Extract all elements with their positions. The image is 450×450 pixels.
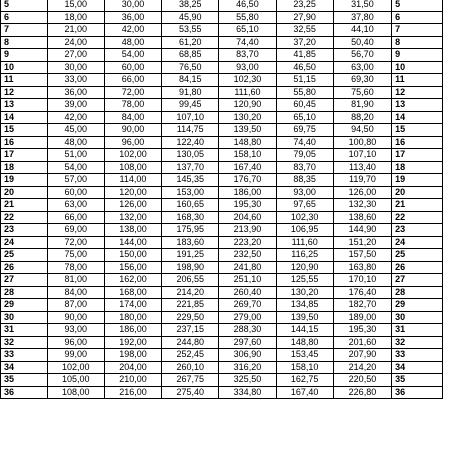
- table-cell: 78,00: [47, 261, 104, 274]
- table-cell: 176,70: [219, 174, 276, 187]
- table-cell: 260,40: [219, 286, 276, 299]
- table-cell: 119,70: [333, 174, 391, 187]
- table-cell: 163,80: [333, 261, 391, 274]
- table-cell: 102,00: [47, 361, 104, 374]
- table-row: [1, 24, 443, 37]
- row-number-right: 31: [392, 324, 443, 337]
- row-number-right: 33: [392, 349, 443, 362]
- table-cell: 84,00: [104, 111, 161, 124]
- table-cell: 88,20: [333, 111, 391, 124]
- table-cell: 63,00: [47, 199, 104, 212]
- table-cell: 32,55: [276, 24, 333, 37]
- table-row: [1, 211, 443, 224]
- table-cell: 214,20: [333, 361, 391, 374]
- row-number-left: 9: [1, 49, 48, 62]
- table-cell: 111,60: [219, 86, 276, 99]
- table-cell: 45,00: [47, 124, 104, 137]
- table-cell: 204,60: [219, 211, 276, 224]
- table-cell: 244,80: [162, 336, 219, 349]
- table-cell: 134,85: [276, 299, 333, 312]
- table-cell: 37,20: [276, 36, 333, 49]
- table-cell: 50,40: [333, 36, 391, 49]
- table-cell: 21,00: [47, 24, 104, 37]
- table-cell: 162,00: [104, 274, 161, 287]
- table-cell: 191,25: [162, 249, 219, 262]
- table-cell: 105,00: [47, 374, 104, 387]
- table-cell: 168,30: [162, 211, 219, 224]
- table-cell: 267,75: [162, 374, 219, 387]
- table-cell: 156,00: [104, 261, 161, 274]
- table-cell: 39,00: [47, 99, 104, 112]
- table-cell: 144,15: [276, 324, 333, 337]
- table-cell: 51,15: [276, 74, 333, 87]
- row-number-left: 13: [1, 99, 48, 112]
- table-cell: 334,80: [219, 386, 276, 399]
- table-cell: 97,65: [276, 199, 333, 212]
- row-number-left: 23: [1, 224, 48, 237]
- table-cell: 139,50: [219, 124, 276, 137]
- table-row: [1, 11, 443, 24]
- table-cell: 192,00: [104, 336, 161, 349]
- table-cell: 63,00: [333, 61, 391, 74]
- row-number-right: 5: [392, 0, 443, 11]
- table-cell: 168,00: [104, 286, 161, 299]
- table-row: [1, 136, 443, 149]
- table-cell: 65,10: [219, 24, 276, 37]
- table-cell: 158,10: [219, 149, 276, 162]
- table-cell: 23,25: [276, 0, 333, 11]
- table-cell: 72,00: [104, 86, 161, 99]
- table-cell: 36,00: [104, 11, 161, 24]
- table-cell: 48,00: [104, 36, 161, 49]
- row-number-left: 6: [1, 11, 48, 24]
- table-cell: 148,80: [219, 136, 276, 149]
- table-cell: 251,10: [219, 274, 276, 287]
- table-cell: 120,00: [104, 186, 161, 199]
- row-number-right: 34: [392, 361, 443, 374]
- table-row: [1, 236, 443, 249]
- table-cell: 145,35: [162, 174, 219, 187]
- table-row: [1, 61, 443, 74]
- table-cell: 65,10: [276, 111, 333, 124]
- row-number-left: 27: [1, 274, 48, 287]
- table-row: [1, 86, 443, 99]
- table-cell: 36,00: [47, 86, 104, 99]
- table-cell: 132,00: [104, 211, 161, 224]
- table-cell: 139,50: [276, 311, 333, 324]
- table-cell: 111,60: [276, 236, 333, 249]
- row-number-left: 11: [1, 74, 48, 87]
- table-row: [1, 199, 443, 212]
- row-number-left: 14: [1, 111, 48, 124]
- row-number-right: 14: [392, 111, 443, 124]
- table-cell: 182,70: [333, 299, 391, 312]
- table-cell: 214,20: [162, 286, 219, 299]
- row-number-left: 32: [1, 336, 48, 349]
- table-row: [1, 49, 443, 62]
- table-cell: 114,75: [162, 124, 219, 137]
- table-row: [1, 286, 443, 299]
- table-row: [1, 274, 443, 287]
- table-cell: 84,15: [162, 74, 219, 87]
- row-number-right: 8: [392, 36, 443, 49]
- table-cell: 69,30: [333, 74, 391, 87]
- table-cell: 83,70: [219, 49, 276, 62]
- row-number-right: 23: [392, 224, 443, 237]
- row-number-left: 8: [1, 36, 48, 49]
- table-cell: 162,75: [276, 374, 333, 387]
- table-cell: 69,00: [47, 224, 104, 237]
- table-cell: 198,00: [104, 349, 161, 362]
- table-cell: 102,30: [219, 74, 276, 87]
- table-cell: 90,00: [104, 124, 161, 137]
- row-number-left: 19: [1, 174, 48, 187]
- row-number-right: 18: [392, 161, 443, 174]
- table-cell: 252,45: [162, 349, 219, 362]
- table-cell: 33,00: [47, 74, 104, 87]
- table-cell: 126,00: [104, 199, 161, 212]
- row-number-right: 21: [392, 199, 443, 212]
- table-cell: 54,00: [47, 161, 104, 174]
- table-row: [1, 36, 443, 49]
- table-cell: 210,00: [104, 374, 161, 387]
- table-cell: 175,95: [162, 224, 219, 237]
- table-cell: 75,60: [333, 86, 391, 99]
- table-cell: 93,00: [276, 186, 333, 199]
- table-cell: 237,15: [162, 324, 219, 337]
- table-cell: 108,00: [104, 161, 161, 174]
- table-row: [1, 261, 443, 274]
- table-cell: 325,50: [219, 374, 276, 387]
- table-cell: 120,90: [276, 261, 333, 274]
- table-cell: 66,00: [104, 74, 161, 87]
- table-row: [1, 336, 443, 349]
- table-cell: 15,00: [47, 0, 104, 11]
- table-cell: 27,90: [276, 11, 333, 24]
- table-row: [1, 186, 443, 199]
- table-cell: 76,50: [162, 61, 219, 74]
- table-cell: 83,70: [276, 161, 333, 174]
- table-cell: 174,00: [104, 299, 161, 312]
- row-number-right: 10: [392, 61, 443, 74]
- table-row: [1, 324, 443, 337]
- row-number-left: 20: [1, 186, 48, 199]
- row-number-right: 22: [392, 211, 443, 224]
- table-cell: 213,90: [219, 224, 276, 237]
- row-number-right: 26: [392, 261, 443, 274]
- table-cell: 93,00: [47, 324, 104, 337]
- table-row: [1, 224, 443, 237]
- table-row: [1, 386, 443, 399]
- table-cell: 81,90: [333, 99, 391, 112]
- table-cell: 53,55: [162, 24, 219, 37]
- table-row: [1, 99, 443, 112]
- table-cell: 122,40: [162, 136, 219, 149]
- row-number-right: 19: [392, 174, 443, 187]
- table-cell: 153,45: [276, 349, 333, 362]
- table-cell: 113,40: [333, 161, 391, 174]
- row-number-right: 20: [392, 186, 443, 199]
- table-cell: 102,00: [104, 149, 161, 162]
- table-cell: 45,90: [162, 11, 219, 24]
- table-cell: 24,00: [47, 36, 104, 49]
- table-cell: 37,80: [333, 11, 391, 24]
- table-cell: 99,00: [47, 349, 104, 362]
- row-number-right: 35: [392, 374, 443, 387]
- row-number-left: 15: [1, 124, 48, 137]
- table-cell: 68,85: [162, 49, 219, 62]
- table-cell: 48,00: [47, 136, 104, 149]
- table-cell: 207,90: [333, 349, 391, 362]
- row-number-left: 16: [1, 136, 48, 149]
- row-number-right: 25: [392, 249, 443, 262]
- table-cell: 126,00: [333, 186, 391, 199]
- table-cell: 316,20: [219, 361, 276, 374]
- row-number-right: 28: [392, 286, 443, 299]
- table-cell: 30,00: [104, 0, 161, 11]
- table-cell: 183,60: [162, 236, 219, 249]
- row-number-left: 35: [1, 374, 48, 387]
- table-cell: 130,20: [219, 111, 276, 124]
- table-cell: 72,00: [47, 236, 104, 249]
- table-body: [1, 0, 443, 399]
- table-cell: 60,45: [276, 99, 333, 112]
- table-cell: 91,80: [162, 86, 219, 99]
- table-row: [1, 311, 443, 324]
- table-cell: 106,95: [276, 224, 333, 237]
- row-number-left: 34: [1, 361, 48, 374]
- row-number-left: 26: [1, 261, 48, 274]
- table-cell: 198,90: [162, 261, 219, 274]
- table-cell: 42,00: [104, 24, 161, 37]
- row-number-right: 6: [392, 11, 443, 24]
- row-number-left: 18: [1, 161, 48, 174]
- table-cell: 51,00: [47, 149, 104, 162]
- table-cell: 176,40: [333, 286, 391, 299]
- table-cell: 57,00: [47, 174, 104, 187]
- table-cell: 107,10: [333, 149, 391, 162]
- row-number-left: 7: [1, 24, 48, 37]
- table-cell: 60,00: [47, 186, 104, 199]
- table-cell: 46,50: [276, 61, 333, 74]
- table-cell: 46,50: [219, 0, 276, 11]
- table-cell: 96,00: [47, 336, 104, 349]
- table-cell: 74,40: [276, 136, 333, 149]
- row-number-left: 29: [1, 299, 48, 312]
- table-cell: 96,00: [104, 136, 161, 149]
- table-row: [1, 361, 443, 374]
- table-cell: 30,00: [47, 61, 104, 74]
- table-cell: 167,40: [219, 161, 276, 174]
- table-cell: 150,00: [104, 249, 161, 262]
- row-number-right: 17: [392, 149, 443, 162]
- table-cell: 130,05: [162, 149, 219, 162]
- row-number-left: 33: [1, 349, 48, 362]
- row-number-left: 12: [1, 86, 48, 99]
- table-cell: 56,70: [333, 49, 391, 62]
- table-cell: 260,10: [162, 361, 219, 374]
- table-cell: 100,80: [333, 136, 391, 149]
- table-cell: 204,00: [104, 361, 161, 374]
- table-cell: 31,50: [333, 0, 391, 11]
- table-row: [1, 299, 443, 312]
- table-cell: 206,55: [162, 274, 219, 287]
- table-cell: 241,80: [219, 261, 276, 274]
- table-cell: 288,30: [219, 324, 276, 337]
- row-number-right: 16: [392, 136, 443, 149]
- table-cell: 75,00: [47, 249, 104, 262]
- row-number-right: 29: [392, 299, 443, 312]
- table-cell: 60,00: [104, 61, 161, 74]
- table-row: [1, 111, 443, 124]
- row-number-left: 25: [1, 249, 48, 262]
- table-cell: 130,20: [276, 286, 333, 299]
- row-number-left: 5: [1, 0, 48, 11]
- table-row: [1, 0, 443, 11]
- row-number-right: 12: [392, 86, 443, 99]
- row-number-right: 27: [392, 274, 443, 287]
- table-cell: 275,40: [162, 386, 219, 399]
- table-cell: 87,00: [47, 299, 104, 312]
- table-cell: 226,80: [333, 386, 391, 399]
- table-cell: 195,30: [333, 324, 391, 337]
- row-number-right: 30: [392, 311, 443, 324]
- table-cell: 220,50: [333, 374, 391, 387]
- row-number-right: 11: [392, 74, 443, 87]
- table-cell: 137,70: [162, 161, 219, 174]
- table-cell: 108,00: [47, 386, 104, 399]
- table-cell: 27,00: [47, 49, 104, 62]
- row-number-left: 30: [1, 311, 48, 324]
- table-cell: 38,25: [162, 0, 219, 11]
- table-cell: 138,00: [104, 224, 161, 237]
- table-cell: 297,60: [219, 336, 276, 349]
- table-cell: 61,20: [162, 36, 219, 49]
- table-row: [1, 374, 443, 387]
- table-cell: 216,00: [104, 386, 161, 399]
- row-number-right: 24: [392, 236, 443, 249]
- table-cell: 221,85: [162, 299, 219, 312]
- table-cell: 269,70: [219, 299, 276, 312]
- table-cell: 84,00: [47, 286, 104, 299]
- table-cell: 54,00: [104, 49, 161, 62]
- table-cell: 223,20: [219, 236, 276, 249]
- table-cell: 94,50: [333, 124, 391, 137]
- table-cell: 148,80: [276, 336, 333, 349]
- table-row: [1, 349, 443, 362]
- row-number-left: 22: [1, 211, 48, 224]
- table-cell: 93,00: [219, 61, 276, 74]
- table-cell: 74,40: [219, 36, 276, 49]
- table-cell: 306,90: [219, 349, 276, 362]
- table-cell: 79,05: [276, 149, 333, 162]
- table-cell: 170,10: [333, 274, 391, 287]
- table-cell: 132,30: [333, 199, 391, 212]
- table-cell: 55,80: [219, 11, 276, 24]
- table-cell: 160,65: [162, 199, 219, 212]
- table-cell: 201,60: [333, 336, 391, 349]
- row-number-left: 24: [1, 236, 48, 249]
- table-cell: 102,30: [276, 211, 333, 224]
- table-cell: 229,50: [162, 311, 219, 324]
- row-number-left: 36: [1, 386, 48, 399]
- row-number-left: 17: [1, 149, 48, 162]
- table-cell: 90,00: [47, 311, 104, 324]
- table-cell: 157,50: [333, 249, 391, 262]
- table-cell: 180,00: [104, 311, 161, 324]
- table-cell: 279,00: [219, 311, 276, 324]
- row-number-left: 10: [1, 61, 48, 74]
- table-cell: 144,00: [104, 236, 161, 249]
- row-number-right: 7: [392, 24, 443, 37]
- table-cell: 189,00: [333, 311, 391, 324]
- table-cell: 232,50: [219, 249, 276, 262]
- table-cell: 107,10: [162, 111, 219, 124]
- table-cell: 186,00: [219, 186, 276, 199]
- table-cell: 186,00: [104, 324, 161, 337]
- table-cell: 138,60: [333, 211, 391, 224]
- table-cell: 88,35: [276, 174, 333, 187]
- table-cell: 153,00: [162, 186, 219, 199]
- row-number-right: 32: [392, 336, 443, 349]
- table-row: [1, 74, 443, 87]
- table-cell: 120,90: [219, 99, 276, 112]
- table-cell: 42,00: [47, 111, 104, 124]
- table-cell: 81,00: [47, 274, 104, 287]
- table-cell: 99,45: [162, 99, 219, 112]
- table-row: [1, 249, 443, 262]
- table-cell: 44,10: [333, 24, 391, 37]
- table-row: [1, 149, 443, 162]
- row-number-left: 28: [1, 286, 48, 299]
- row-number-right: 9: [392, 49, 443, 62]
- table-cell: 195,30: [219, 199, 276, 212]
- table-cell: 114,00: [104, 174, 161, 187]
- table-cell: 167,40: [276, 386, 333, 399]
- row-number-right: 15: [392, 124, 443, 137]
- table-cell: 66,00: [47, 211, 104, 224]
- table-row: [1, 124, 443, 137]
- table-cell: 125,55: [276, 274, 333, 287]
- table-cell: 116,25: [276, 249, 333, 262]
- table-cell: 158,10: [276, 361, 333, 374]
- row-number-right: 36: [392, 386, 443, 399]
- table-cell: 144,90: [333, 224, 391, 237]
- table-cell: 78,00: [104, 99, 161, 112]
- table-cell: 151,20: [333, 236, 391, 249]
- row-number-left: 31: [1, 324, 48, 337]
- row-number-right: 13: [392, 99, 443, 112]
- table-cell: 55,80: [276, 86, 333, 99]
- table-row: [1, 174, 443, 187]
- table-cell: 18,00: [47, 11, 104, 24]
- table-row: [1, 161, 443, 174]
- table-cell: 41,85: [276, 49, 333, 62]
- row-number-left: 21: [1, 199, 48, 212]
- table-cell: 69,75: [276, 124, 333, 137]
